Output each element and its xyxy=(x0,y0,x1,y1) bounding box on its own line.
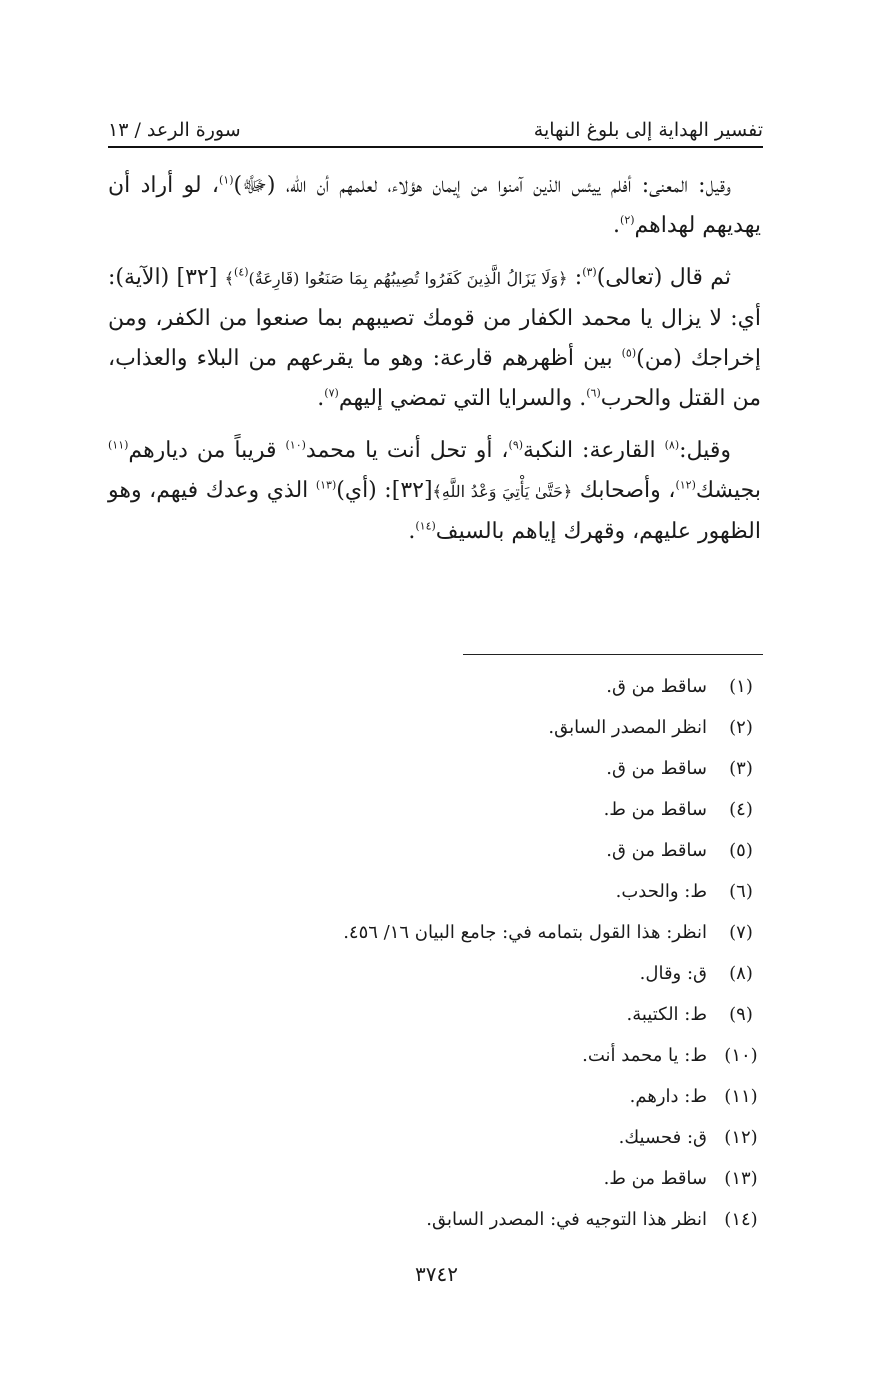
footnote-ref: (٢) xyxy=(620,213,635,227)
footnote-ref: (١٤) xyxy=(415,519,436,533)
footnote-item xyxy=(108,793,765,834)
body-text: ، وأصحابك xyxy=(572,478,676,503)
footnote-item xyxy=(108,916,765,957)
footnote-number: (٢) xyxy=(729,717,753,738)
footnote-ref: (١٣) xyxy=(315,478,337,492)
footnote-text: ساقط من ق. xyxy=(606,676,707,697)
footnote-text: انظر المصدر السابق. xyxy=(548,717,707,738)
footnote-item xyxy=(108,1162,765,1203)
running-header xyxy=(108,108,763,144)
body-text: قريباً من ديارهم xyxy=(128,438,286,463)
main-text xyxy=(108,166,761,564)
footnote-item xyxy=(108,711,765,752)
body-text: بين أظهرهم قارعة: وهو ما يقرعهم من البلاء والعذاب، من القتل والحرب xyxy=(108,346,761,411)
footnote-ref: (١١) xyxy=(108,438,129,452)
book-title: تفسير الهداية إلى بلوغ النهاية xyxy=(533,119,763,141)
body-text: بجيشك xyxy=(695,478,762,503)
footnote-number: (١٤) xyxy=(724,1209,758,1230)
footnote-ref: (٧) xyxy=(324,386,339,400)
footnote-item xyxy=(108,1203,765,1244)
body-text: . xyxy=(317,386,325,411)
body-text: وقيل: xyxy=(679,438,731,463)
footnote-ref: (١) xyxy=(219,173,234,187)
footnote-number: (٣) xyxy=(729,758,753,779)
body-text: ثم قال (تعالى) xyxy=(596,265,732,290)
body-paragraph xyxy=(108,166,761,246)
footnote-number: (٧) xyxy=(729,922,753,943)
body-text: القارعة: النكبة xyxy=(523,438,665,463)
footnote-item xyxy=(108,1121,765,1162)
footnote-text: ساقط من ط. xyxy=(603,1168,707,1189)
body-text: الذي وعدك فيهم، وهو الظهور عليهم، وقهرك إياهم بالسيف xyxy=(108,478,761,544)
body-text: . xyxy=(613,213,621,238)
footnote-item xyxy=(108,670,765,711)
footnote-text: ق: فحسيك. xyxy=(618,1127,707,1148)
quran-quote: ﴿حَتَّىٰ يَأْتِيَ وَعْدُ اللَّهِ﴾ xyxy=(432,482,573,501)
footnote-number: (١٢) xyxy=(724,1127,758,1148)
footnote-ref: (٤) xyxy=(234,265,249,279)
footnote-ref: (٣) xyxy=(582,265,597,279)
footnote-text: ط: دارهم. xyxy=(629,1086,707,1107)
footnote-text: ساقط من ق. xyxy=(606,758,707,779)
surah-label: سورة الرعد / ١٣ xyxy=(108,119,241,141)
body-paragraph xyxy=(108,431,761,552)
body-text: . xyxy=(408,519,416,544)
body-text: ، لو أراد أن يهديهم لهداهم xyxy=(108,173,761,238)
footnote-item xyxy=(108,1039,765,1080)
footnote-ref: (٨) xyxy=(664,438,680,452)
footnote-item xyxy=(108,957,765,998)
body-text: : xyxy=(567,265,583,290)
footnote-item xyxy=(108,875,765,916)
body-text: . والسرايا التي تمضي إليهم xyxy=(338,386,587,411)
quran-quote: ﴾ xyxy=(224,269,235,288)
body-text: وقيل: المعنى: أفلم ييئس الذين آمنوا من إيمان هؤلاء، لعلمهم أن الله، (ﷻ) xyxy=(233,173,732,198)
footnote-text: ط: الكتيبة. xyxy=(626,1004,707,1025)
footnote-number: (٩) xyxy=(729,1004,753,1025)
header-rule xyxy=(108,146,763,148)
footnote-number: (٨) xyxy=(729,963,753,984)
body-text: [٣٢]: (أي) xyxy=(336,478,433,503)
footnote-text: ق: وقال. xyxy=(639,963,707,984)
footnote-text: انظر: هذا القول بتمامه في: جامع البيان ١٦/ ٤٥٦. xyxy=(343,922,707,943)
body-text: ، أو تحل أنت يا محمد xyxy=(305,438,509,463)
footnote-text: ط: يا محمد أنت. xyxy=(582,1045,707,1066)
footnote-number: (٥) xyxy=(729,840,753,861)
body-text: [٣٢] (الآية): أي: لا يزال يا محمد الكفار من قومك تصيبهم بما صنعوا من الكفر، ومن إخراجك (من) xyxy=(108,265,761,371)
footnote-list xyxy=(108,670,765,1244)
footnote-text: ساقط من ط. xyxy=(603,799,707,820)
body-paragraph xyxy=(108,258,761,419)
footnote-ref: (٥) xyxy=(621,346,637,360)
footnote-number: (١) xyxy=(729,676,753,697)
footnote-ref: (١٢) xyxy=(675,478,696,492)
footnote-number: (٤) xyxy=(729,799,753,820)
footnote-item xyxy=(108,752,765,793)
footnote-number: (١٠) xyxy=(724,1045,758,1066)
footnote-ref: (١٠) xyxy=(285,438,306,452)
quran-quote: ﴿وَلَا يَزَالُ الَّذِينَ كَفَرُوا تُصِيبُهُم بِمَا صَنَعُوا (قَارِعَةٌ) xyxy=(248,269,568,288)
footnote-ref: (٦) xyxy=(586,386,601,400)
footnote-text: انظر هذا التوجيه في: المصدر السابق. xyxy=(426,1209,707,1230)
footnote-number: (٦) xyxy=(729,881,753,902)
footnote-number: (١١) xyxy=(724,1086,758,1107)
footnote-ref: (٩) xyxy=(508,438,524,452)
footnote-text: ط: والحدب. xyxy=(615,881,707,902)
footnote-item xyxy=(108,998,765,1039)
footnote-item xyxy=(108,1080,765,1121)
footnote-separator xyxy=(463,654,763,655)
footnote-number: (١٣) xyxy=(724,1168,758,1189)
page-number: ٣٧٤٢ xyxy=(415,1262,458,1286)
footnote-text: ساقط من ق. xyxy=(606,840,707,861)
footnote-item xyxy=(108,834,765,875)
